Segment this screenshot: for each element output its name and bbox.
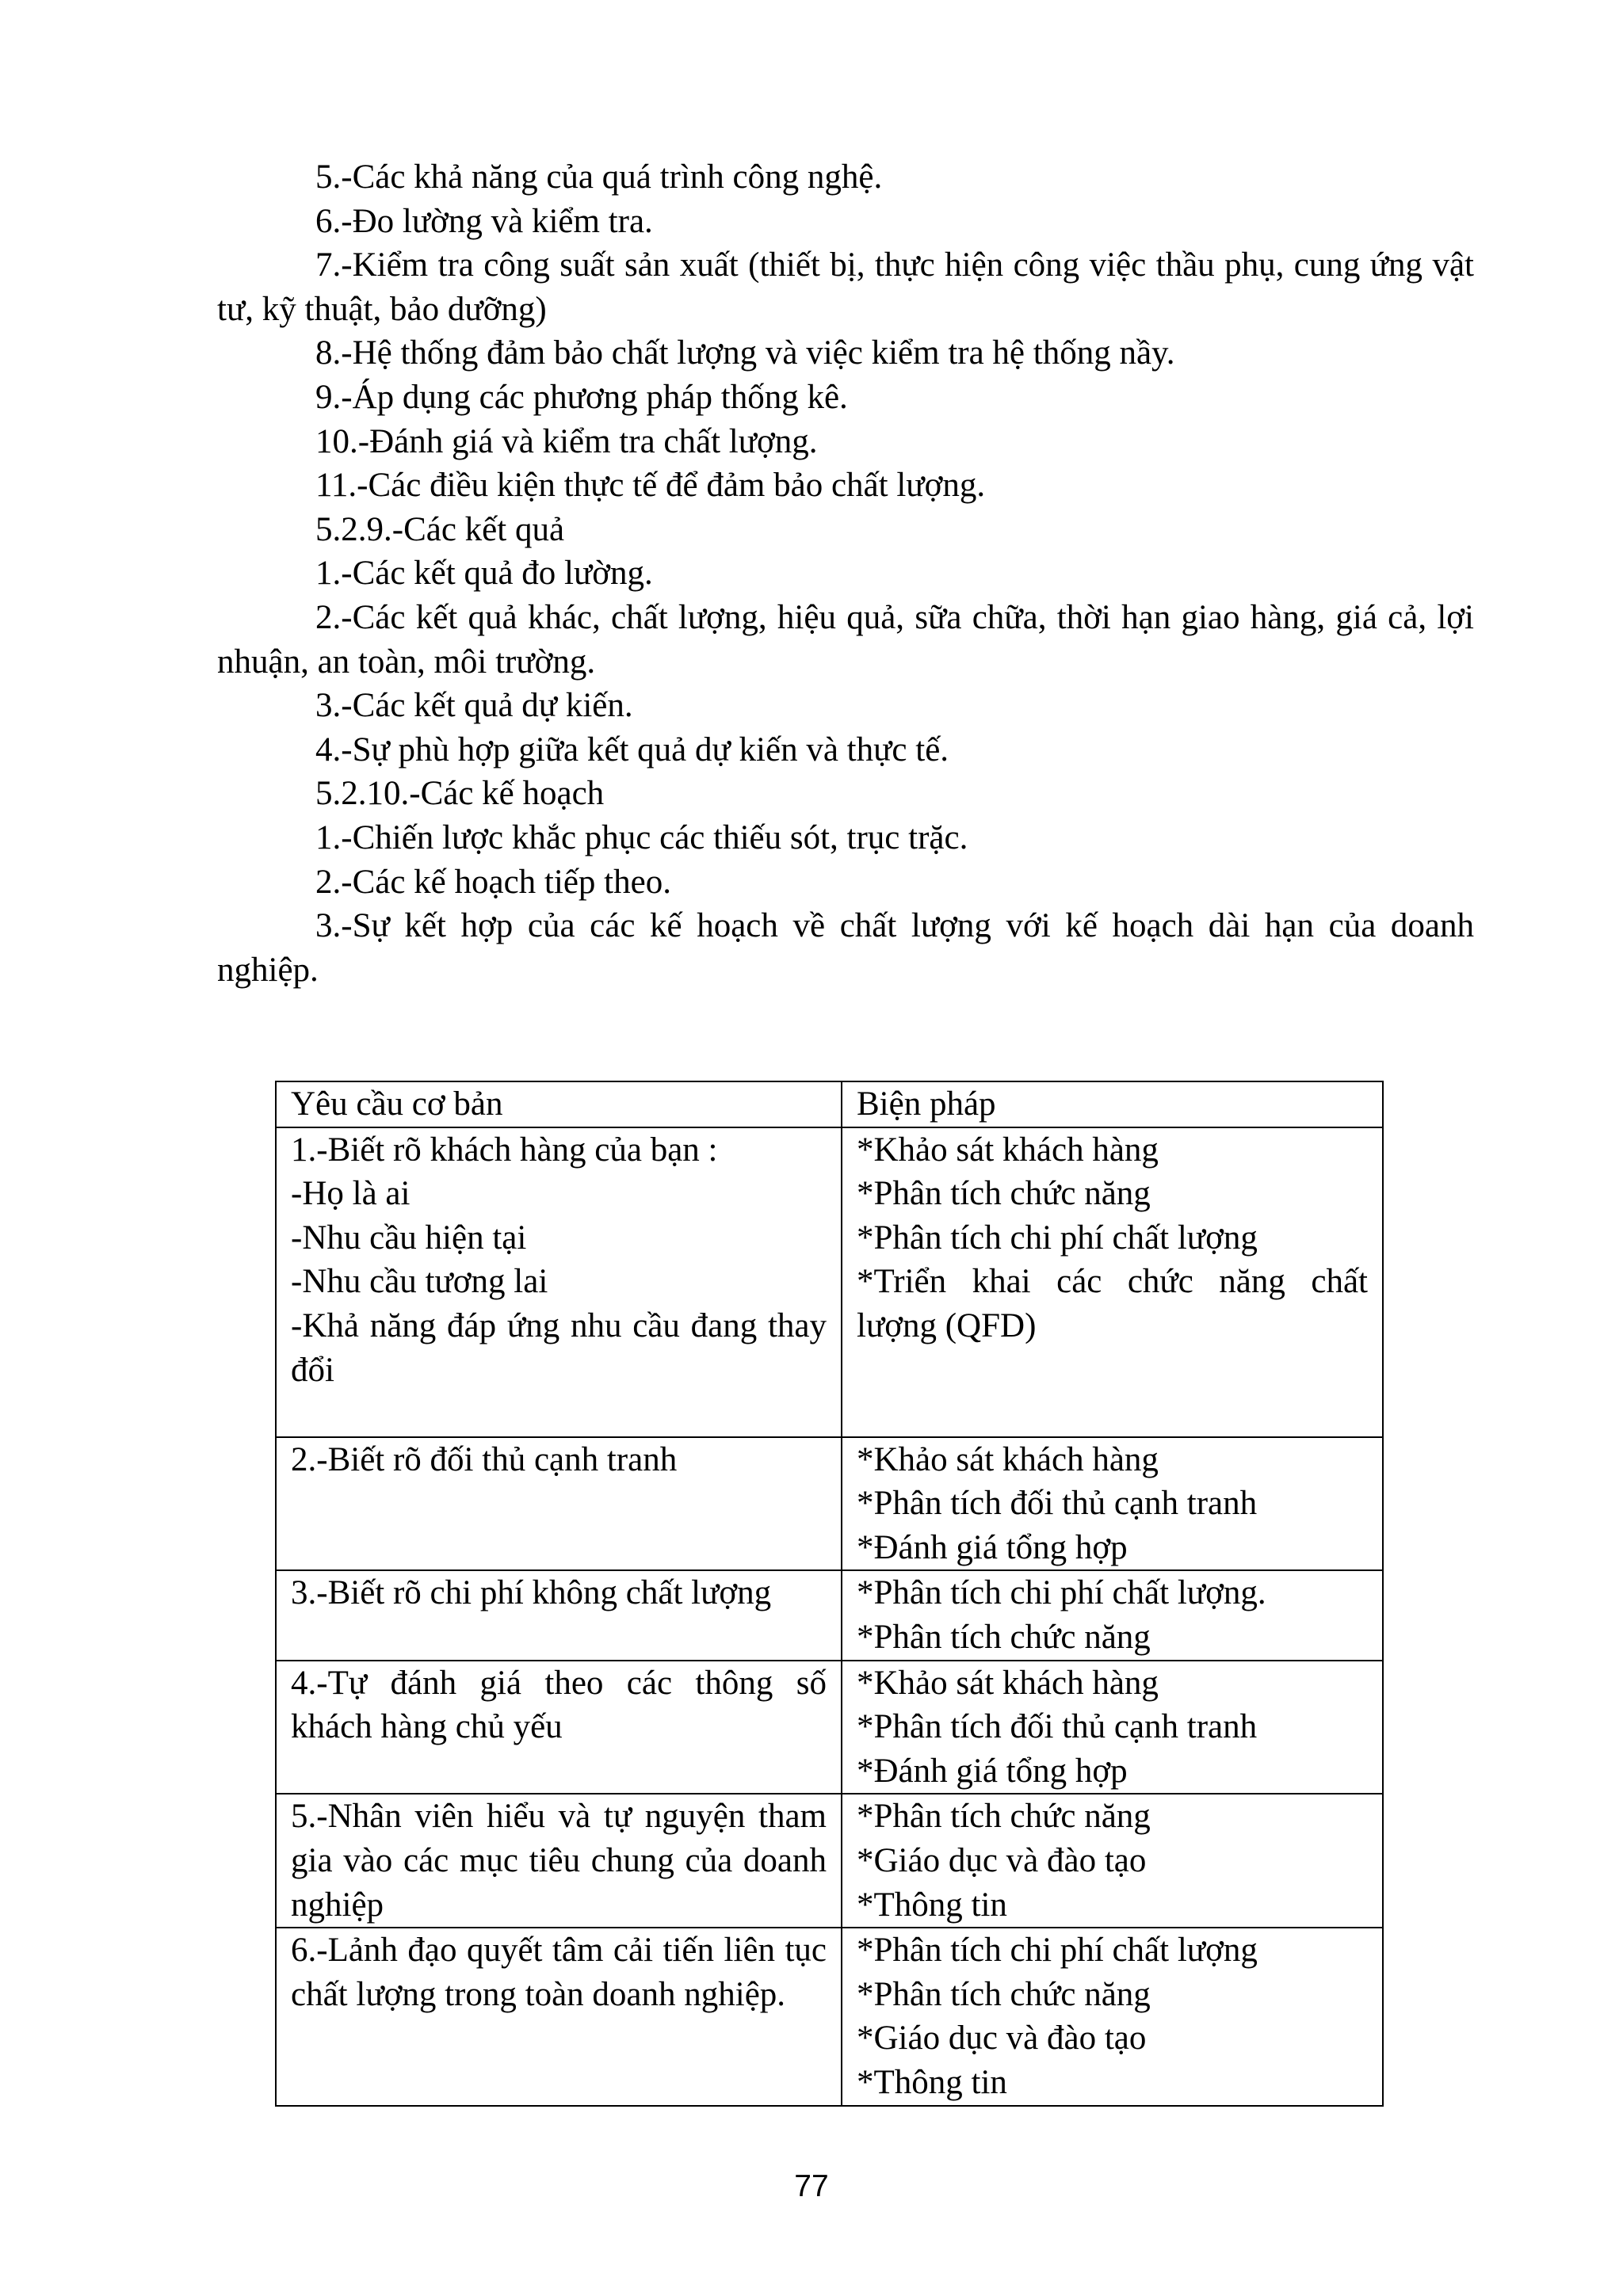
cell-line: -Nhu cầu tương lai [291,1263,548,1301]
paragraph: 3.-Sự kết hợp của các kế hoạch về chất lượng với kế hoạch dài hạn của doanh nghiệp. [217,907,1474,989]
paragraph: 6.-Đo lường và kiểm tra. [315,202,653,240]
cell-line: *Phân tích chức năng [857,1798,1151,1836]
table-row [276,1794,1383,1928]
cell-line: *Khảo sát khách hàng [857,1440,1159,1478]
table-row [276,1928,1383,2105]
cell-line: *Thông tin [857,2063,1007,2101]
cell-line: 2.-Biết rõ đối thủ cạnh tranh [291,1440,678,1478]
requirements-table-container [275,1081,1382,2107]
cell-line: *Phân tích chi phí chất lượng [857,1219,1258,1257]
cell-text: 6.-Lảnh đạo quyết tâm cải tiến liên tục chất lượng trong toàn doanh nghiệp. [291,1932,827,2013]
table-row [276,1570,1383,1660]
paragraph: 7.-Kiểm tra công suất sản xuất (thiết bị, thực hiện công việc thầu phụ, cung ứng vật tư, kỹ thuật, bảo dưỡng) [217,246,1474,328]
requirement-cell [276,1928,842,2105]
cell-line: *Phân tích chi phí chất lượng [857,1932,1258,1970]
cell-line: *Thông tin [857,1886,1007,1924]
cell-line: -Họ là ai [291,1175,411,1213]
measures-cell [842,1127,1383,1437]
measures-cell [842,1794,1383,1928]
cell-line: *Phân tích đối thủ cạnh tranh [857,1708,1258,1746]
cell-line: *Đánh giá tổng hợp [857,1752,1128,1790]
paragraph: 10.-Đánh giá và kiểm tra chất lượng. [315,422,818,460]
cell-text: 3.-Biết rõ chi phí không chất lượng [291,1574,772,1612]
table-row [276,1437,1383,1571]
measures-cell [842,1437,1383,1571]
table-row [276,1127,1383,1437]
cell-line: *Phân tích chức năng [857,1975,1151,2013]
paragraph: 8.-Hệ thống đảm bảo chất lượng và việc kiểm tra hệ thống nầy. [315,334,1175,372]
requirement-cell [276,1570,842,1660]
paragraph: 3.-Các kết quả dự kiến. [315,687,633,725]
cell-line: *Phân tích đối thủ cạnh tranh [857,1485,1258,1523]
cell-line: *Phân tích chi phí chất lượng. [857,1574,1266,1612]
paragraph: 2.-Các kết quả khác, chất lượng, hiệu quả, sữa chữa, thời hạn giao hàng, giá cả, lợi nhuận, an toàn, môi trường. [217,598,1474,681]
cell-line: -Khả năng đáp ứng nhu cầu đang thay đổi [291,1306,827,1389]
table-header-measures: Biện pháp [842,1081,1383,1127]
cell-line: *Phân tích chức năng [857,1618,1151,1656]
requirements-table [275,1081,1384,2107]
section-heading: 5.2.10.-Các kế hoạch [315,775,605,813]
cell-line: -Nhu cầu hiện tại [291,1219,527,1257]
cell-line: *Giáo dục và đào tạo [857,2019,1147,2058]
requirement-cell [276,1437,842,1571]
cell-line: *Khảo sát khách hàng [857,1131,1159,1169]
paragraph: 5.-Các khả năng của quá trình công nghệ. [315,158,883,196]
cell-text: 5.-Nhân viên hiểu và tự nguyện tham gia vào các mục tiêu chung của doanh nghiệp [291,1798,827,1924]
cell-line: *Triển khai các chức năng chất lượng (QFD) [857,1263,1368,1344]
measures-cell [842,1570,1383,1660]
table-header-row [276,1081,1383,1127]
requirement-cell [276,1661,842,1794]
cell-text: 4.-Tự đánh giá theo các thông số khách hàng chủ yếu [291,1664,827,1746]
section-heading: 5.2.9.-Các kết quả [315,510,565,548]
paragraph: 2.-Các kế hoạch tiếp theo. [315,863,671,901]
table-header-requirement: Yêu cầu cơ bản [276,1081,842,1127]
measures-cell [842,1661,1383,1794]
requirement-cell [276,1127,842,1437]
cell-line: *Khảo sát khách hàng [857,1664,1159,1702]
table-row [276,1661,1383,1794]
paragraph: 1.-Chiến lược khắc phục các thiếu sót, trục trặc. [315,818,968,856]
body-text [217,155,1474,992]
paragraph: 4.-Sự phù hợp giữa kết quả dự kiến và thực tế. [315,730,949,769]
requirement-cell [276,1794,842,1928]
page-number: 77 [794,2169,829,2203]
paragraph: 9.-Áp dụng các phương pháp thống kê. [315,378,848,416]
paragraph: 11.-Các điều kiện thực tế để đảm bảo chất lượng. [315,467,986,505]
cell-line: *Giáo dục và đào tạo [857,1841,1147,1879]
cell-line: *Đánh giá tổng hợp [857,1528,1128,1566]
measures-cell [842,1928,1383,2105]
paragraph: 1.-Các kết quả đo lường. [315,555,653,593]
cell-line: 1.-Biết rõ khách hàng của bạn : [291,1131,718,1169]
cell-line: *Phân tích chức năng [857,1175,1151,1213]
